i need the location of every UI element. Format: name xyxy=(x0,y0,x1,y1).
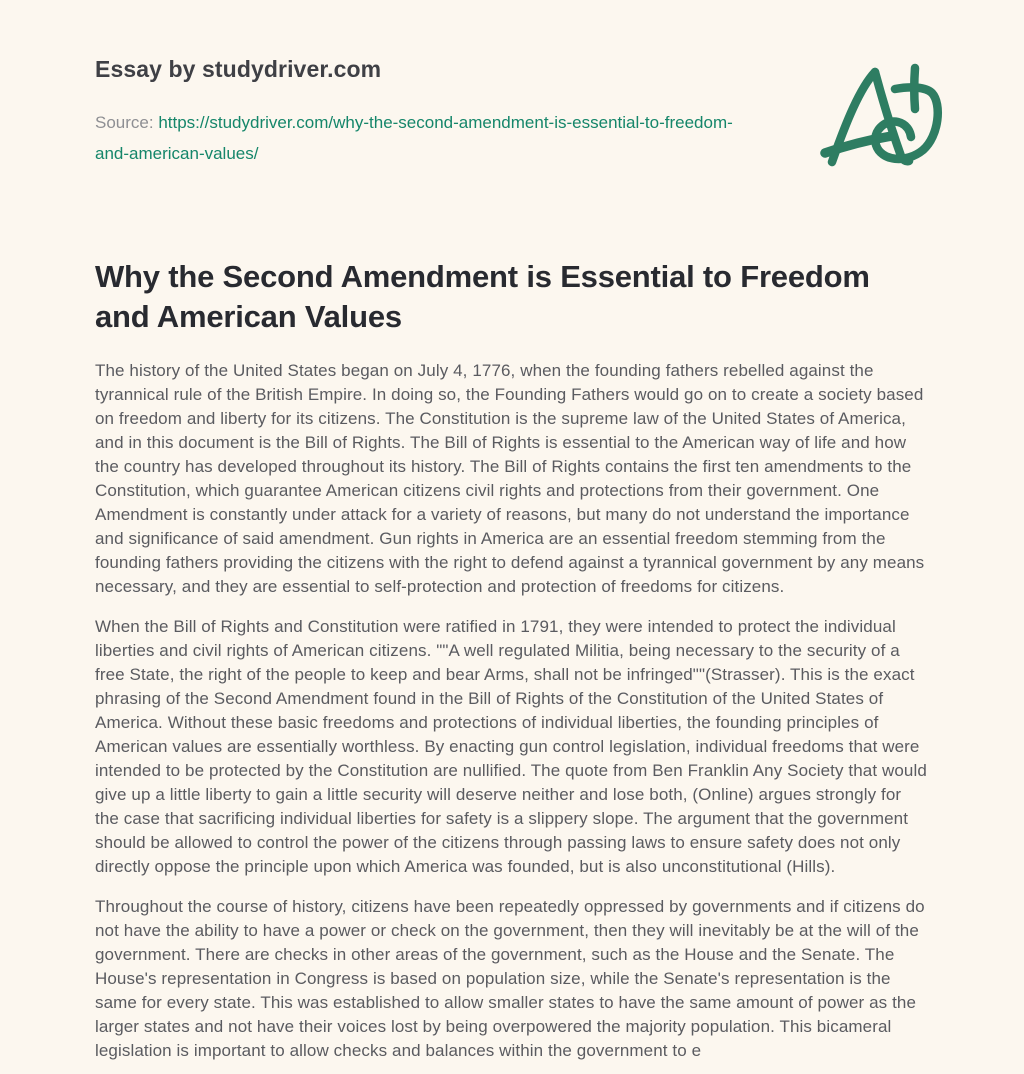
essay-title: Why the Second Amendment is Essential to Freedom and American Values xyxy=(95,259,870,334)
source-line xyxy=(95,107,750,169)
studydriver-a-plus-logo-icon xyxy=(818,60,946,176)
essay-paragraph-2: When the Bill of Rights and Constitution were ratified in 1791, they were intended to protect the individual liberties and civil rights of American citizens. ""A well regulated Militia, being necessary to the security of a free State, the right of the people to keep and bear Arms, shall not be infringed""(Strasser). This is the exact phrasing of the Second Amendment found in the Bill of Rights of the Constitution of the United States of America. Without these basic freedoms and protections of individual liberties, the founding principles of American values are essentially worthless. By enacting gun control legislation, individual freedoms that were intended to be protected by the Constitution are nullified. The quote from Ben Franklin Any Society that would give up a little liberty to gain a little security will deserve neither and lose both, (Online) argues strongly for the case that sacrificing individual liberties for safety is a slippery slope. The argument that the government should be allowed to control the power of the citizens through passing laws to ensure safety does not only directly oppose the principle upon which America was founded, but is also unconstitutional (Hills). xyxy=(95,617,927,876)
essay-paragraph-1: The history of the United States began on July 4, 1776, when the founding fathers rebelled against the tyrannical rule of the British Empire. In doing so, the Founding Fathers would go on to create a society based on freedom and liberty for its citizens. The Constitution is the supreme law of the United States of America, and in this document is the Bill of Rights. The Bill of Rights is essential to the American way of life and how the country has developed throughout its history. The Bill of Rights contains the first ten amendments to the Constitution, which guarantee American citizens civil rights and protections from their government. One Amendment is constantly under attack for a variety of reasons, but many do not understand the importance and significance of said amendment. Gun rights in America are an essential freedom stemming from the founding fathers providing the citizens with the right to defend against a tyrannical government by any means necessary, and they are essential to self-protection and protection of freedoms for citizens. xyxy=(95,361,925,596)
essay-article xyxy=(95,257,928,1063)
source-label: Source: xyxy=(95,113,154,132)
page-header xyxy=(95,56,928,169)
source-link[interactable]: https://studydriver.com/why-the-second-amendment-is-essential-to-freedom-and-american-values/ xyxy=(95,113,733,163)
essay-byline: Essay by studydriver.com xyxy=(95,56,382,82)
essay-body xyxy=(95,359,928,1063)
essay-paragraph-3: Throughout the course of history, citizens have been repeatedly oppressed by governments and if citizens do not have the ability to have a power or check on the government, then they will inevitably be at the will of the government. There are checks in other areas of the government, such as the House and the Senate. The House's representation in Congress is based on population size, while the Senate's representation is the same for every state. This was established to allow smaller states to have the same amount of power as the larger states and not have their voices lost by being overpowered the majority population. This bicameral legislation is important to allow checks and balances within the government to e xyxy=(95,897,925,1060)
